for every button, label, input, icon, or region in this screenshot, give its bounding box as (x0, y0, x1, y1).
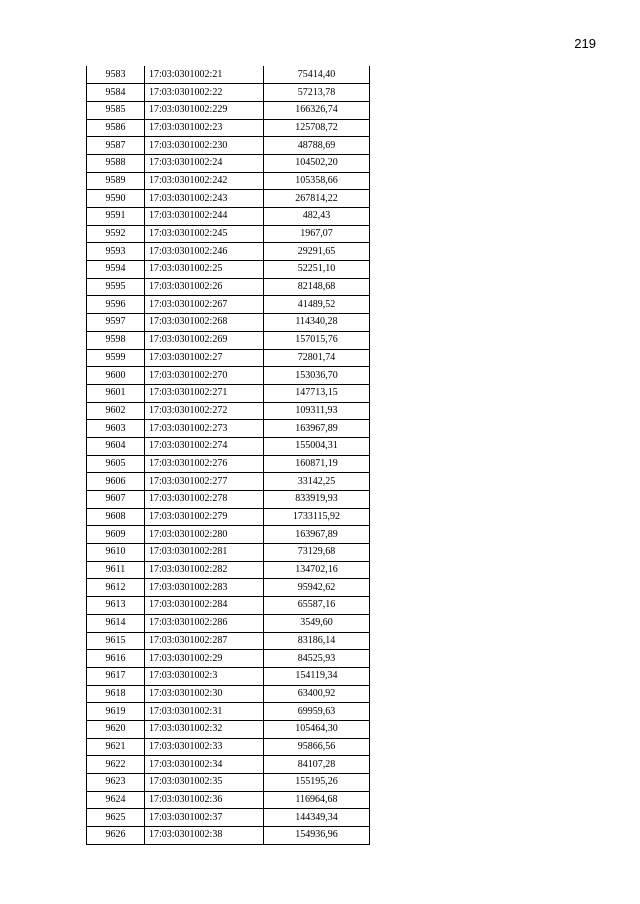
value-cell: 29291,65 (264, 243, 370, 261)
table-row (87, 154, 370, 172)
row-number-cell: 9584 (87, 84, 145, 102)
row-number-cell: 9622 (87, 756, 145, 774)
value-cell: 109311,93 (264, 402, 370, 420)
row-number-cell: 9617 (87, 667, 145, 685)
value-cell: 33142,25 (264, 473, 370, 491)
table-row (87, 703, 370, 721)
table-row (87, 544, 370, 562)
cadastral-number-cell: 17:03:0301002:279 (145, 508, 264, 526)
data-table (86, 66, 370, 845)
row-number-cell: 9620 (87, 720, 145, 738)
cadastral-number-cell: 17:03:0301002:35 (145, 774, 264, 792)
value-cell: 65587,16 (264, 597, 370, 615)
cadastral-number-cell: 17:03:0301002:243 (145, 190, 264, 208)
cadastral-number-cell: 17:03:0301002:229 (145, 101, 264, 119)
table-body (87, 66, 370, 844)
table-row (87, 685, 370, 703)
value-cell: 95942,62 (264, 579, 370, 597)
cadastral-number-cell: 17:03:0301002:268 (145, 314, 264, 332)
value-cell: 84107,28 (264, 756, 370, 774)
table-row (87, 632, 370, 650)
cadastral-number-cell: 17:03:0301002:29 (145, 650, 264, 668)
page-number: 219 (574, 36, 596, 51)
row-number-cell: 9583 (87, 66, 145, 84)
value-cell: 104502,20 (264, 154, 370, 172)
cadastral-number-cell: 17:03:0301002:21 (145, 66, 264, 84)
row-number-cell: 9608 (87, 508, 145, 526)
value-cell: 82148,68 (264, 278, 370, 296)
cadastral-number-cell: 17:03:0301002:33 (145, 738, 264, 756)
row-number-cell: 9621 (87, 738, 145, 756)
value-cell: 48788,69 (264, 137, 370, 155)
table-row (87, 827, 370, 845)
table-row (87, 579, 370, 597)
cadastral-number-cell: 17:03:0301002:283 (145, 579, 264, 597)
cadastral-number-cell: 17:03:0301002:269 (145, 331, 264, 349)
row-number-cell: 9623 (87, 774, 145, 792)
value-cell: 3549,60 (264, 614, 370, 632)
value-cell: 63400,92 (264, 685, 370, 703)
cadastral-number-cell: 17:03:0301002:277 (145, 473, 264, 491)
table-row (87, 137, 370, 155)
row-number-cell: 9589 (87, 172, 145, 190)
table-row (87, 190, 370, 208)
row-number-cell: 9602 (87, 402, 145, 420)
cadastral-number-cell: 17:03:0301002:32 (145, 720, 264, 738)
value-cell: 155195,26 (264, 774, 370, 792)
value-cell: 833919,93 (264, 491, 370, 509)
row-number-cell: 9607 (87, 491, 145, 509)
table-row (87, 420, 370, 438)
value-cell: 95866,56 (264, 738, 370, 756)
row-number-cell: 9615 (87, 632, 145, 650)
table-row (87, 614, 370, 632)
row-number-cell: 9606 (87, 473, 145, 491)
value-cell: 105358,66 (264, 172, 370, 190)
row-number-cell: 9597 (87, 314, 145, 332)
value-cell: 41489,52 (264, 296, 370, 314)
cadastral-number-cell: 17:03:0301002:38 (145, 827, 264, 845)
value-cell: 57213,78 (264, 84, 370, 102)
value-cell: 75414,40 (264, 66, 370, 84)
cadastral-number-cell: 17:03:0301002:31 (145, 703, 264, 721)
cadastral-number-cell: 17:03:0301002:26 (145, 278, 264, 296)
cadastral-number-cell: 17:03:0301002:34 (145, 756, 264, 774)
table-row (87, 384, 370, 402)
value-cell: 116964,68 (264, 791, 370, 809)
value-cell: 163967,89 (264, 420, 370, 438)
table-row (87, 650, 370, 668)
row-number-cell: 9616 (87, 650, 145, 668)
value-cell: 482,43 (264, 208, 370, 226)
cadastral-number-cell: 17:03:0301002:274 (145, 437, 264, 455)
table-row (87, 526, 370, 544)
table-row (87, 261, 370, 279)
cadastral-number-cell: 17:03:0301002:270 (145, 367, 264, 385)
cadastral-number-cell: 17:03:0301002:271 (145, 384, 264, 402)
cadastral-number-cell: 17:03:0301002:276 (145, 455, 264, 473)
value-cell: 114340,28 (264, 314, 370, 332)
value-cell: 125708,72 (264, 119, 370, 137)
value-cell: 147713,15 (264, 384, 370, 402)
table-row (87, 791, 370, 809)
value-cell: 83186,14 (264, 632, 370, 650)
row-number-cell: 9626 (87, 827, 145, 845)
row-number-cell: 9612 (87, 579, 145, 597)
table-row (87, 720, 370, 738)
table-row (87, 101, 370, 119)
cadastral-number-cell: 17:03:0301002:287 (145, 632, 264, 650)
cadastral-number-cell: 17:03:0301002:244 (145, 208, 264, 226)
table-row (87, 473, 370, 491)
row-number-cell: 9591 (87, 208, 145, 226)
table-row (87, 809, 370, 827)
cadastral-number-cell: 17:03:0301002:286 (145, 614, 264, 632)
value-cell: 1733115,92 (264, 508, 370, 526)
row-number-cell: 9595 (87, 278, 145, 296)
row-number-cell: 9601 (87, 384, 145, 402)
value-cell: 72801,74 (264, 349, 370, 367)
table-row (87, 66, 370, 84)
table-row (87, 331, 370, 349)
table-row (87, 225, 370, 243)
cadastral-number-cell: 17:03:0301002:37 (145, 809, 264, 827)
row-number-cell: 9593 (87, 243, 145, 261)
table-row (87, 402, 370, 420)
value-cell: 160871,19 (264, 455, 370, 473)
cadastral-number-cell: 17:03:0301002:24 (145, 154, 264, 172)
cadastral-number-cell: 17:03:0301002:272 (145, 402, 264, 420)
cadastral-number-cell: 17:03:0301002:30 (145, 685, 264, 703)
row-number-cell: 9618 (87, 685, 145, 703)
table-row (87, 455, 370, 473)
row-number-cell: 9592 (87, 225, 145, 243)
row-number-cell: 9611 (87, 561, 145, 579)
row-number-cell: 9599 (87, 349, 145, 367)
row-number-cell: 9603 (87, 420, 145, 438)
value-cell: 166326,74 (264, 101, 370, 119)
table-row (87, 172, 370, 190)
row-number-cell: 9613 (87, 597, 145, 615)
cadastral-number-cell: 17:03:0301002:280 (145, 526, 264, 544)
value-cell: 163967,89 (264, 526, 370, 544)
row-number-cell: 9604 (87, 437, 145, 455)
cadastral-number-cell: 17:03:0301002:273 (145, 420, 264, 438)
table-row (87, 508, 370, 526)
row-number-cell: 9594 (87, 261, 145, 279)
cadastral-number-cell: 17:03:0301002:282 (145, 561, 264, 579)
table-row (87, 561, 370, 579)
value-cell: 1967,07 (264, 225, 370, 243)
row-number-cell: 9625 (87, 809, 145, 827)
value-cell: 157015,76 (264, 331, 370, 349)
row-number-cell: 9610 (87, 544, 145, 562)
value-cell: 105464,30 (264, 720, 370, 738)
cadastral-number-cell: 17:03:0301002:281 (145, 544, 264, 562)
table-row (87, 84, 370, 102)
table-row (87, 349, 370, 367)
row-number-cell: 9586 (87, 119, 145, 137)
cadastral-number-cell: 17:03:0301002:27 (145, 349, 264, 367)
cadastral-number-cell: 17:03:0301002:3 (145, 667, 264, 685)
table-row (87, 367, 370, 385)
table-row (87, 296, 370, 314)
table-row (87, 774, 370, 792)
table-row (87, 208, 370, 226)
row-number-cell: 9624 (87, 791, 145, 809)
cadastral-number-cell: 17:03:0301002:230 (145, 137, 264, 155)
value-cell: 84525,93 (264, 650, 370, 668)
table-row (87, 756, 370, 774)
cadastral-number-cell: 17:03:0301002:36 (145, 791, 264, 809)
value-cell: 134702,16 (264, 561, 370, 579)
value-cell: 154119,34 (264, 667, 370, 685)
table-row (87, 314, 370, 332)
table-row (87, 437, 370, 455)
cadastral-number-cell: 17:03:0301002:278 (145, 491, 264, 509)
row-number-cell: 9600 (87, 367, 145, 385)
row-number-cell: 9614 (87, 614, 145, 632)
row-number-cell: 9596 (87, 296, 145, 314)
table-row (87, 597, 370, 615)
table-row (87, 738, 370, 756)
row-number-cell: 9587 (87, 137, 145, 155)
cadastral-number-cell: 17:03:0301002:22 (145, 84, 264, 102)
cadastral-number-cell: 17:03:0301002:242 (145, 172, 264, 190)
row-number-cell: 9609 (87, 526, 145, 544)
value-cell: 153036,70 (264, 367, 370, 385)
value-cell: 69959,63 (264, 703, 370, 721)
table-row (87, 278, 370, 296)
row-number-cell: 9598 (87, 331, 145, 349)
value-cell: 52251,10 (264, 261, 370, 279)
table-row (87, 491, 370, 509)
value-cell: 155004,31 (264, 437, 370, 455)
value-cell: 144349,34 (264, 809, 370, 827)
cadastral-number-cell: 17:03:0301002:267 (145, 296, 264, 314)
row-number-cell: 9619 (87, 703, 145, 721)
row-number-cell: 9585 (87, 101, 145, 119)
row-number-cell: 9605 (87, 455, 145, 473)
table-row (87, 243, 370, 261)
table-row (87, 119, 370, 137)
value-cell: 267814,22 (264, 190, 370, 208)
cadastral-number-cell: 17:03:0301002:284 (145, 597, 264, 615)
cadastral-number-cell: 17:03:0301002:23 (145, 119, 264, 137)
cadastral-number-cell: 17:03:0301002:246 (145, 243, 264, 261)
row-number-cell: 9590 (87, 190, 145, 208)
value-cell: 154936,96 (264, 827, 370, 845)
cadastral-number-cell: 17:03:0301002:245 (145, 225, 264, 243)
row-number-cell: 9588 (87, 154, 145, 172)
cadastral-number-cell: 17:03:0301002:25 (145, 261, 264, 279)
value-cell: 73129,68 (264, 544, 370, 562)
table-row (87, 667, 370, 685)
